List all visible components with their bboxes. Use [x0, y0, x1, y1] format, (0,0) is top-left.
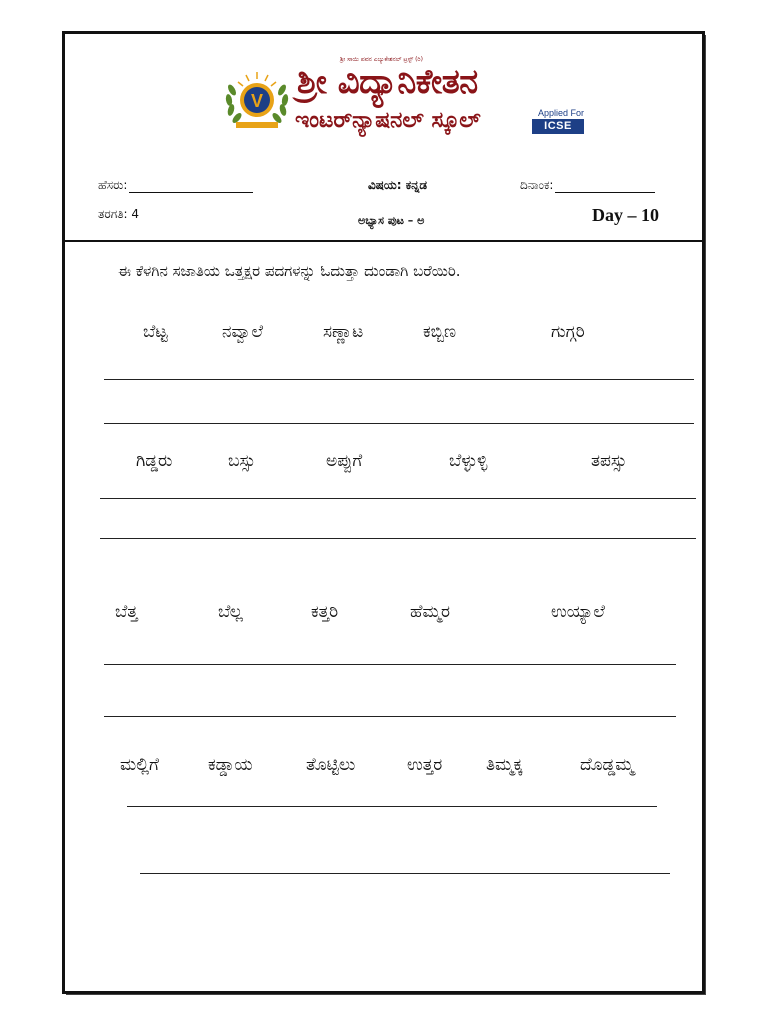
instruction-text: ಈ ಕೆಳಗಿನ ಸಜಾತಿಯ ಒತ್ತಕ್ಷರ ಪದಗಳನ್ನು ಓದುತ್ತಾ ದುಂಡಾಗಿ ಬರೆಯಿರಿ. — [118, 262, 461, 280]
day-label: Day – 10 — [592, 205, 659, 225]
school-emblem-icon — [222, 70, 292, 132]
date-field — [520, 178, 655, 193]
word: ಕತ್ತರಿ — [311, 602, 339, 622]
header-divider — [65, 240, 702, 242]
word: ಬಸ್ಸು — [228, 451, 256, 471]
word: ತಿಮ್ಮಕ್ಕ — [486, 755, 523, 775]
word: ಬೆಲ್ಲ — [218, 602, 243, 622]
word: ಹೆಮ್ಮರ — [410, 602, 450, 622]
writing-line — [127, 806, 657, 807]
writing-line — [104, 716, 676, 717]
word: ಬೆಟ್ಟ — [143, 322, 168, 342]
word: ಉತ್ತರ — [407, 755, 443, 775]
class-label: ತರಗತಿ: 4 — [98, 207, 140, 221]
writing-line — [100, 498, 696, 499]
writing-line — [140, 873, 670, 874]
date-blank — [555, 192, 655, 193]
name-label: ಹೆಸರು: — [98, 178, 128, 192]
writing-line — [100, 538, 696, 539]
writing-line — [104, 379, 694, 380]
school-name: ಶ್ರೀ ವಿದ್ಯಾನಿಕೇತನ — [297, 62, 478, 102]
worksheet-label: ಅಭ್ಯಾಸ ಪುಟ – ಅ — [358, 214, 425, 227]
word: ಗಿಡ್ಡರು — [136, 451, 173, 471]
date-label: ದಿನಾಂಕ: — [520, 178, 554, 192]
name-field — [98, 178, 253, 193]
word: ಅಪ್ಪುಗೆ — [326, 451, 363, 471]
word: ಗುಗ್ಗರಿ — [551, 322, 585, 342]
icse-badge: ICSE — [532, 119, 584, 134]
emblem-letter: V — [250, 91, 264, 111]
writing-line — [104, 423, 694, 424]
word: ಸಣ್ಣಾಟ — [323, 322, 364, 342]
word: ಉಯ್ಯಾಲೆ — [551, 602, 605, 622]
school-subtitle: ಇಂಟರ್‌ನ್ಯಾಷನಲ್ ಸ್ಕೂಲ್ — [295, 108, 481, 133]
word: ಕಡ್ಡಾಯ — [208, 755, 253, 775]
writing-line — [104, 664, 676, 665]
word: ತೊಟ್ಟಿಲು — [306, 755, 356, 775]
trust-name: ಶ್ರೀ ಸಾಯಿ ಪವನ ಎಜ್ಯುಕೇಶನಲ್ ಟ್ರಸ್ಟ್ (ರಿ) — [340, 56, 423, 63]
word: ಮಲ್ಲಿಗೆ — [120, 755, 159, 775]
word: ತಪಸ್ಸು — [591, 451, 627, 471]
word: ಕಬ್ಬಿಣ — [423, 322, 457, 342]
word: ಬೆಳ್ಳುಳ್ಳಿ — [449, 451, 488, 471]
word: ಬೆತ್ತ — [115, 602, 138, 622]
subject-label: ವಿಷಯ: ಕನ್ನಡ — [368, 178, 428, 192]
word: ನವ್ವಾಲೆ — [222, 322, 264, 342]
word: ದೊಡ್ಡಮ್ಮ — [580, 755, 634, 775]
page-border — [62, 31, 705, 994]
name-blank — [129, 192, 253, 193]
applied-for-label: Applied For — [538, 108, 585, 118]
